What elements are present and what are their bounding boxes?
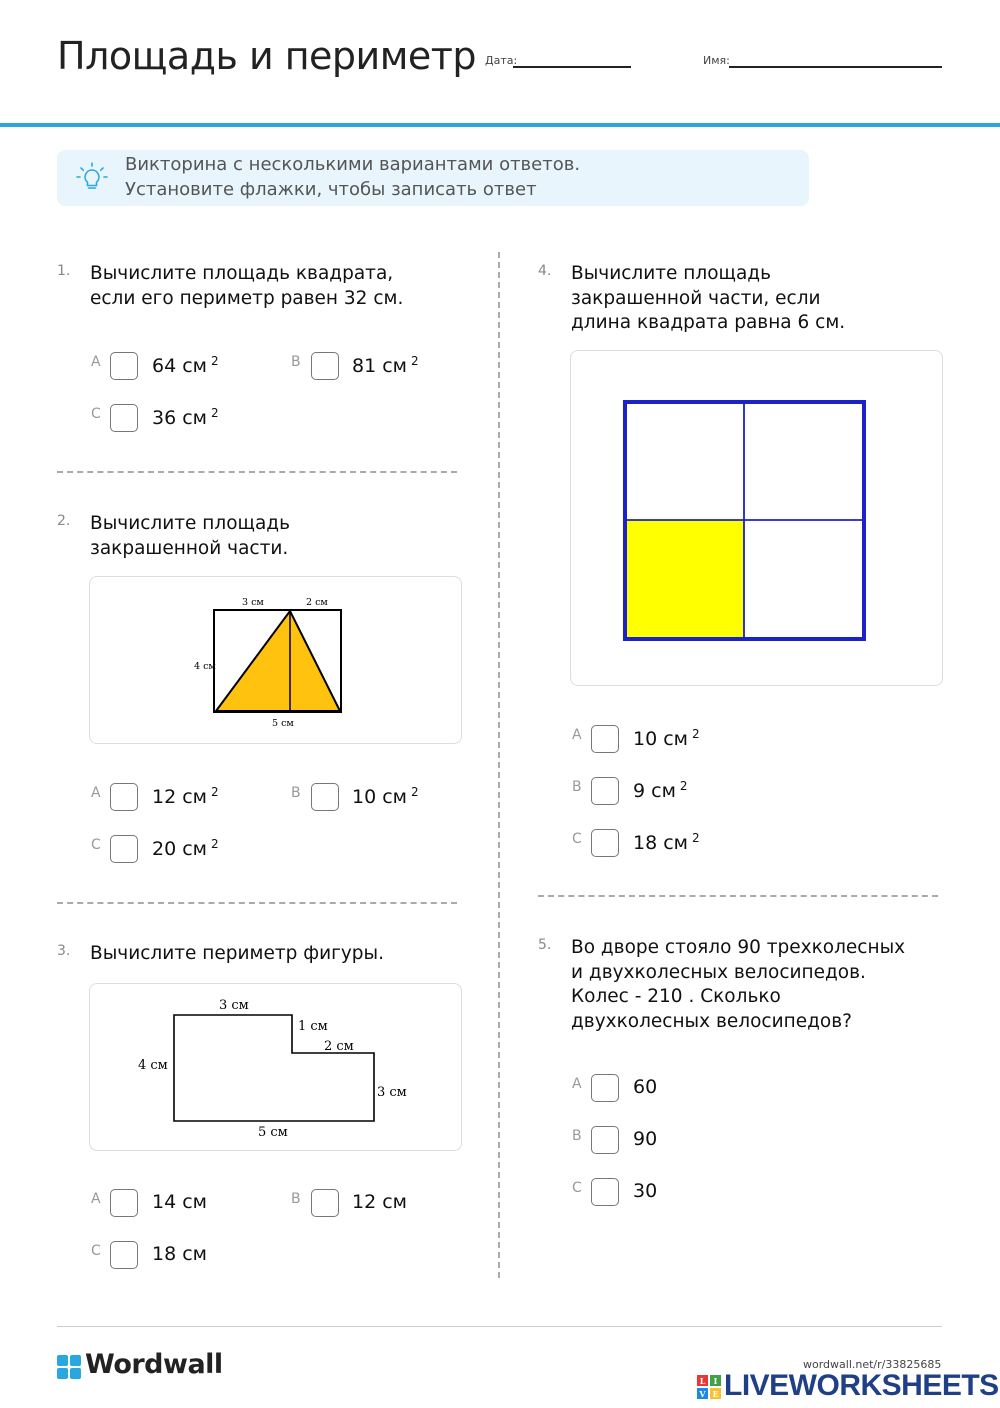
option-label: 9 см $^2$	[633, 779, 688, 802]
answer-checkbox[interactable]	[110, 1241, 138, 1269]
wordwall-logo-text: Wordwall	[85, 1349, 223, 1380]
answer-checkbox[interactable]	[110, 352, 138, 380]
option-letter: B	[291, 354, 301, 370]
question-number: 5.	[538, 937, 552, 953]
question-separator	[57, 471, 457, 473]
header-divider	[0, 123, 1000, 127]
page-title: Площадь и периметр	[57, 34, 477, 78]
instructions-line-2: Установите флажки, чтобы записать ответ	[125, 179, 537, 200]
figure-frame	[89, 576, 462, 744]
option-label: 90	[633, 1128, 658, 1150]
option-label: 30	[633, 1180, 658, 1202]
answer-checkbox[interactable]	[591, 1126, 619, 1154]
option-label: 60	[633, 1076, 658, 1098]
question-separator	[57, 902, 457, 904]
footer-divider	[57, 1326, 942, 1327]
option-label: 64 см $^2$	[152, 354, 219, 377]
question-text: Во дворе стояло 90 трехколесных и двухколесных велосипедов. Колес - 210 . Сколько двухколесных велосипедов?	[571, 937, 906, 1032]
svg-text:L: L	[699, 1376, 706, 1386]
question-text: Вычислите площадь закрашенной части, если длина квадрата равна 6 см.	[571, 263, 846, 333]
question-number: 2.	[57, 513, 71, 529]
answer-checkbox[interactable]	[591, 725, 619, 753]
date-label: Дата:	[485, 54, 518, 67]
triangle-figure	[90, 577, 460, 742]
answer-checkbox[interactable]	[591, 829, 619, 857]
answer-checkbox[interactable]	[591, 1074, 619, 1102]
label-left: 4 см	[138, 1058, 168, 1073]
option-label: 12 см $^2$	[152, 785, 219, 808]
label-top: 3 см	[219, 998, 249, 1013]
label-step-vertical: 1 см	[298, 1019, 328, 1034]
answer-checkbox[interactable]	[591, 777, 619, 805]
option-label: 14 см	[152, 1191, 207, 1213]
grid-square-figure	[571, 351, 941, 684]
label-top-right: 2 см	[306, 597, 328, 608]
instructions-line-1: Викторина с несколькими вариантами ответов.	[125, 154, 581, 175]
question-text: Вычислите площадь закрашенной части.	[90, 513, 291, 559]
answer-checkbox[interactable]	[591, 1178, 619, 1206]
option-letter: B	[572, 779, 582, 795]
question-number: 1.	[57, 263, 71, 279]
label-top: 3 см	[242, 597, 264, 608]
option-label: 10 см $^2$	[633, 727, 700, 750]
answer-checkbox[interactable]	[311, 352, 339, 380]
answer-checkbox[interactable]	[110, 404, 138, 432]
option-label: 20 см $^2$	[152, 837, 219, 860]
label-bottom: 5 см	[272, 718, 294, 729]
option-letter: C	[91, 837, 101, 853]
instructions-banner	[57, 150, 809, 206]
option-letter: C	[91, 1243, 101, 1259]
option-letter: A	[572, 1076, 582, 1092]
date-field[interactable]	[513, 66, 631, 68]
liveworksheets-logo-text: LIVEWORKSHEETS	[724, 1369, 999, 1402]
figure-frame	[570, 350, 943, 686]
question-text: Вычислите площадь квадрата, если его периметр равен 32 см.	[90, 263, 404, 309]
label-right: 3 см	[377, 1085, 407, 1100]
liveworksheets-logo-icon	[697, 1375, 721, 1403]
option-letter: C	[572, 1180, 582, 1196]
column-divider	[498, 252, 500, 1278]
option-letter: B	[291, 785, 301, 801]
option-letter: C	[572, 831, 582, 847]
answer-checkbox[interactable]	[311, 783, 339, 811]
question-number: 4.	[538, 263, 552, 279]
label-bottom: 5 см	[258, 1125, 288, 1140]
option-letter: B	[291, 1191, 301, 1207]
svg-text:V: V	[699, 1389, 706, 1399]
l-shape-outline	[174, 1015, 374, 1121]
option-letter: C	[91, 406, 101, 422]
lightbulb-icon	[75, 162, 109, 198]
option-letter: A	[572, 727, 582, 743]
question-text: Вычислите периметр фигуры.	[90, 943, 385, 964]
option-letter: A	[91, 354, 101, 370]
answer-checkbox[interactable]	[110, 1189, 138, 1217]
figure-frame	[89, 983, 462, 1151]
shaded-triangle	[216, 611, 340, 711]
option-label: 18 см $^2$	[633, 831, 700, 854]
option-letter: A	[91, 785, 101, 801]
question-separator	[538, 895, 938, 897]
question-number: 3.	[57, 943, 71, 959]
name-label: Имя:	[703, 54, 730, 67]
svg-text:E: E	[712, 1389, 719, 1399]
svg-text:I: I	[713, 1376, 718, 1386]
option-label: 36 см $^2$	[152, 406, 219, 429]
option-letter: B	[572, 1128, 582, 1144]
shaded-cell	[626, 520, 744, 638]
source-url[interactable]: wordwall.net/r/33825685	[803, 1358, 942, 1371]
option-label: 10 см $^2$	[352, 785, 419, 808]
option-label: 12 см	[352, 1191, 407, 1213]
l-shape-figure	[90, 984, 460, 1149]
wordwall-logo-icon	[57, 1355, 81, 1383]
label-step-horizontal: 2 см	[324, 1039, 354, 1054]
answer-checkbox[interactable]	[311, 1189, 339, 1217]
answer-checkbox[interactable]	[110, 783, 138, 811]
answer-checkbox[interactable]	[110, 835, 138, 863]
option-label: 81 см $^2$	[352, 354, 419, 377]
option-letter: A	[91, 1191, 101, 1207]
option-label: 18 см	[152, 1243, 207, 1265]
label-left: 4 см	[194, 661, 216, 672]
name-field[interactable]	[729, 66, 942, 68]
